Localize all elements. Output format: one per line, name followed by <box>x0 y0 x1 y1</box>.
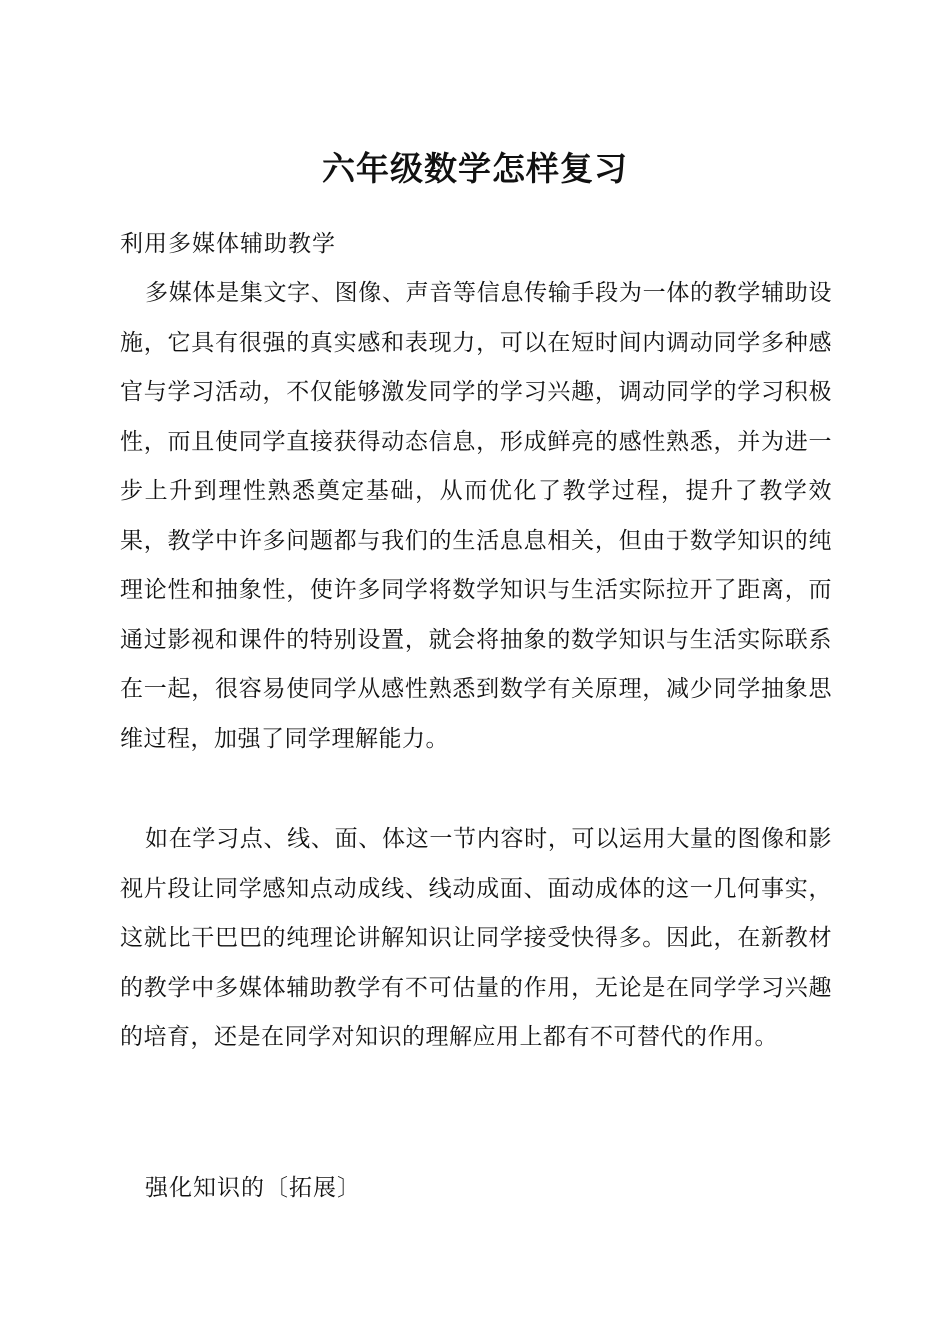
subheading: 利用多媒体辅助教学 <box>120 231 336 257</box>
document-title: 六年级数学怎样复习 <box>322 149 628 188</box>
body-paragraph: 如在学习点、线、面、体这一节内容时，可以运用大量的图像和影视片段让同学感知点动成线、线动成面、面动成体的这一几何事实，这就比干巴巴的纯理论讲解知识让同学接受快得多。因此，在新教材的教学中多媒体辅助教学有不可估量的作用，无论是在同学学习兴趣的培育，还是在同学对知识的理解应用上都有不可替代的作用。 <box>120 826 832 1050</box>
section-heading: 强化知识的〔拓展〕 <box>145 1175 361 1201</box>
body-paragraph: 多媒体是集文字、图像、声音等信息传输手段为一体的教学辅助设施，它具有很强的真实感和表现力，可以在短时间内调动同学多种感官与学习活动，不仅能够激发同学的学习兴趣，调动同学的学习积极性，而且使同学直接获得动态信息，形成鲜亮的感性熟悉，并为进一步上升到理性熟悉奠定基础，从而优化了教学过程，提升了教学效果，教学中许多问题都与我们的生活息息相关，但由于数学知识的纯理论性和抽象性，使许多同学将数学知识与生活实际拉开了距离，而通过影视和课件的特别设置，就会将抽象的数学知识与生活实际联系在一起，很容易使同学从感性熟悉到数学有关原理，减少同学抽象思维过程，加强了同学理解能力。 <box>120 280 832 752</box>
